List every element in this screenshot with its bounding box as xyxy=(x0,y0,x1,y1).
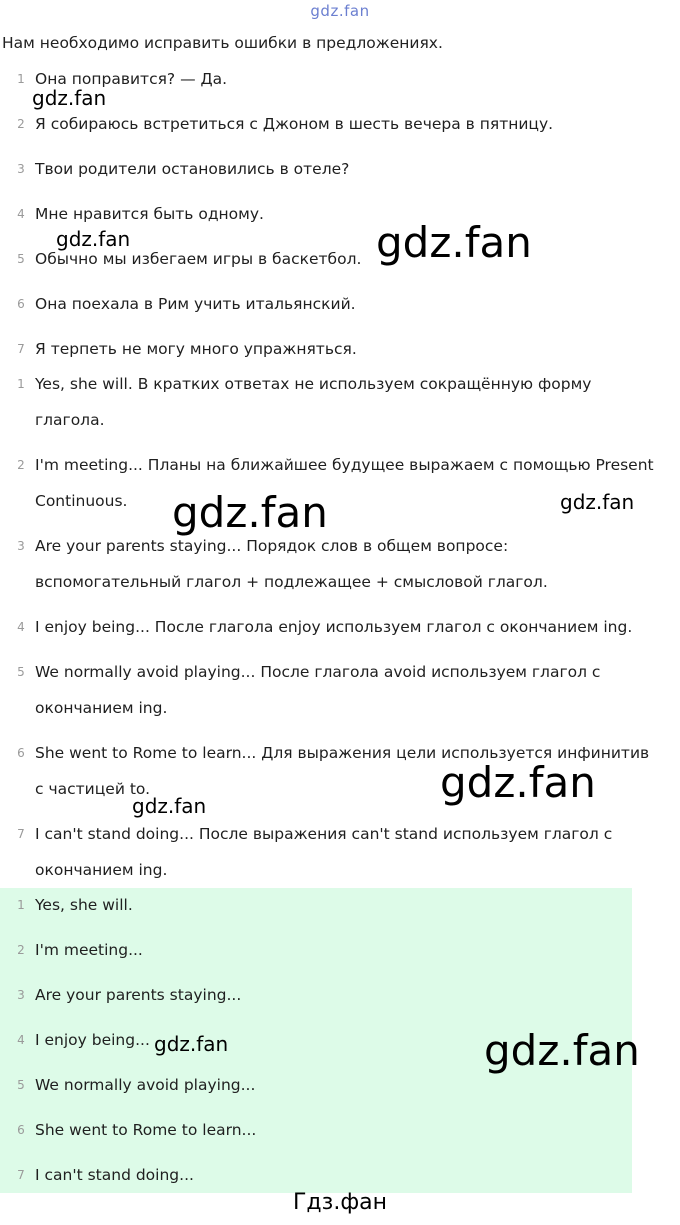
explanation-line: Are your parents staying... Порядок слов в общем вопросе: xyxy=(35,537,509,555)
explanation-line: I'm meeting... Планы на ближайшее будущее выражаем с помощью Present xyxy=(35,456,654,474)
item-number: 3 xyxy=(17,988,25,1002)
item-text: Мне нравится быть одному. xyxy=(35,205,264,223)
item-number: 7 xyxy=(17,342,25,356)
site-header[interactable]: gdz.fan xyxy=(310,2,370,20)
watermark: gdz.fan xyxy=(154,1032,229,1056)
explanation-line: I enjoy being... После глагола enjoy используем глагол с окончанием ing. xyxy=(35,618,633,636)
item-number: 5 xyxy=(17,252,25,266)
answer-text: Are your parents staying... xyxy=(35,986,242,1004)
explanation-line: окончанием ing. xyxy=(35,861,168,879)
answer-text: I enjoy being... xyxy=(35,1031,150,1049)
answer-text: We normally avoid playing... xyxy=(35,1076,256,1094)
item-number: 2 xyxy=(17,117,25,131)
item-number: 6 xyxy=(17,746,25,760)
explanation-line: Continuous. xyxy=(35,492,128,510)
explanation-line: We normally avoid playing... После глагола avoid используем глагол с xyxy=(35,663,601,681)
item-number: 7 xyxy=(17,827,25,841)
item-number: 1 xyxy=(17,72,25,86)
answer-text: I'm meeting... xyxy=(35,941,143,959)
item-text: Она поехала в Рим учить итальянский. xyxy=(35,295,356,313)
explanation-line: I can't stand doing... После выражения can't stand используем глагол с xyxy=(35,825,613,843)
item-number: 2 xyxy=(17,458,25,472)
task-intro: Нам необходимо исправить ошибки в предложениях. xyxy=(2,34,443,52)
item-number: 5 xyxy=(17,665,25,679)
explanation-line: She went to Rome to learn... Для выражения цели используется инфинитив xyxy=(35,744,650,762)
item-number: 1 xyxy=(17,377,25,391)
watermark: gdz.fan xyxy=(376,218,532,267)
item-number: 6 xyxy=(17,1123,25,1137)
watermark: gdz.fan xyxy=(172,488,328,537)
item-number: 5 xyxy=(17,1078,25,1092)
answer-text: I can't stand doing... xyxy=(35,1166,194,1184)
item-number: 4 xyxy=(17,620,25,634)
item-text: Твои родители остановились в отеле? xyxy=(35,160,350,178)
watermark: gdz.fan xyxy=(32,86,107,110)
explanation-line: вспомогательный глагол + подлежащее + смысловой глагол. xyxy=(35,573,548,591)
item-number: 3 xyxy=(17,162,25,176)
item-number: 6 xyxy=(17,297,25,311)
item-number: 7 xyxy=(17,1168,25,1182)
explanation-line: с частицей to. xyxy=(35,780,151,798)
item-number: 4 xyxy=(17,207,25,221)
watermark: gdz.fan xyxy=(56,227,131,251)
item-text: Я терпеть не могу много упражняться. xyxy=(35,340,357,358)
answer-text: Yes, she will. xyxy=(35,896,133,914)
item-text: Она поправится? — Да. xyxy=(35,70,228,88)
explanation-line: глагола. xyxy=(35,411,105,429)
watermark: gdz.fan xyxy=(560,490,635,514)
item-number: 3 xyxy=(17,539,25,553)
item-text: Я собираюсь встретиться с Джоном в шесть вечера в пятницу. xyxy=(35,115,554,133)
watermark: gdz.fan xyxy=(132,794,207,818)
explanation-line: окончанием ing. xyxy=(35,699,168,717)
item-number: 2 xyxy=(17,943,25,957)
item-text: Обычно мы избегаем игры в баскетбол. xyxy=(35,250,362,268)
explanation-line: Yes, she will. В кратких ответах не используем сокращённую форму xyxy=(35,375,592,393)
answer-text: She went to Rome to learn... xyxy=(35,1121,257,1139)
item-number: 4 xyxy=(17,1033,25,1047)
watermark: gdz.fan xyxy=(440,758,596,807)
item-number: 1 xyxy=(17,898,25,912)
footer-title: Гдз.фан xyxy=(293,1190,387,1215)
watermark: gdz.fan xyxy=(484,1026,640,1075)
